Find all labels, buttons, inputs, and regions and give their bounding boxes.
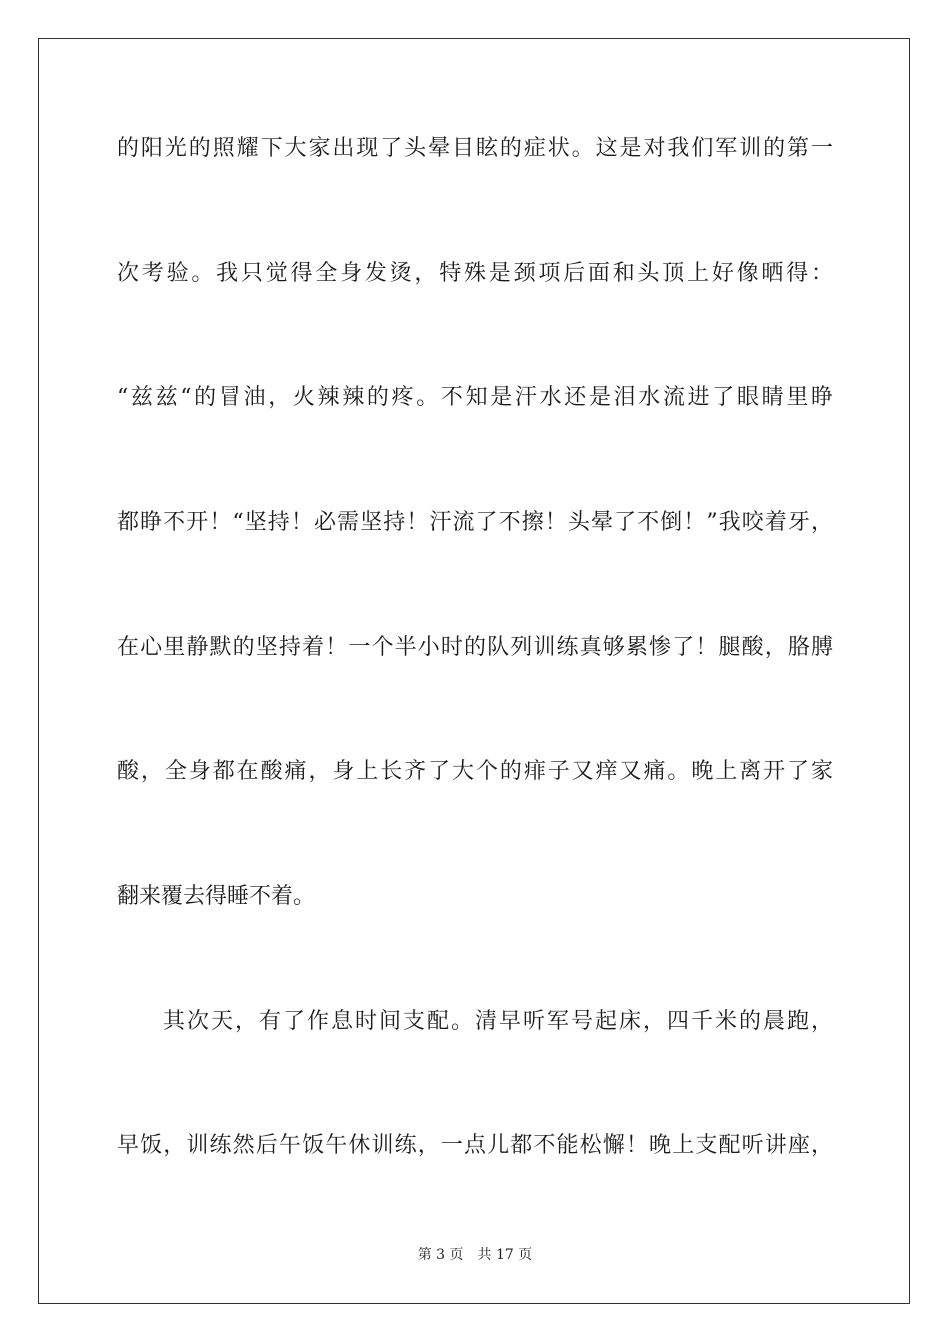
text-line: 在心里静默的坚持着！一个半小时的队列训练真够累惨了！腿酸，胳膊 <box>117 635 833 660</box>
text-line: 翻来覆去得睡不着。 <box>117 884 316 909</box>
page-number: 第 3 页 <box>417 1247 464 1263</box>
text-line: 次考验。我只觉得全身发烫，特殊是颈项后面和头顶上好像晒得： <box>117 261 833 286</box>
text-line: 酸，全身都在酸痛，身上长齐了大个的痱子又痒又痛。晚上离开了家 <box>117 759 833 784</box>
text-line: “兹兹“的冒油，火辣辣的疼。不知是汗水还是泪水流进了眼睛里睁 <box>117 385 833 410</box>
page-border <box>38 38 910 1304</box>
page-footer <box>0 1246 950 1264</box>
text-line: 早饭，训练然后午饭午休训练，一点儿都不能松懈！晚上支配听讲座， <box>117 1133 833 1158</box>
text-line: 的阳光的照耀下大家出现了头晕目眩的症状。这是对我们军训的第一 <box>117 136 833 161</box>
text-line: 都睁不开！“坚持！必需坚持！汗流了不擦！头晕了不倒！”我咬着牙， <box>117 510 833 535</box>
page-total: 共 17 页 <box>477 1247 533 1263</box>
paragraph-first-line: 其次天，有了作息时间支配。清早听军号起床，四千米的晨跑， <box>163 1009 833 1034</box>
